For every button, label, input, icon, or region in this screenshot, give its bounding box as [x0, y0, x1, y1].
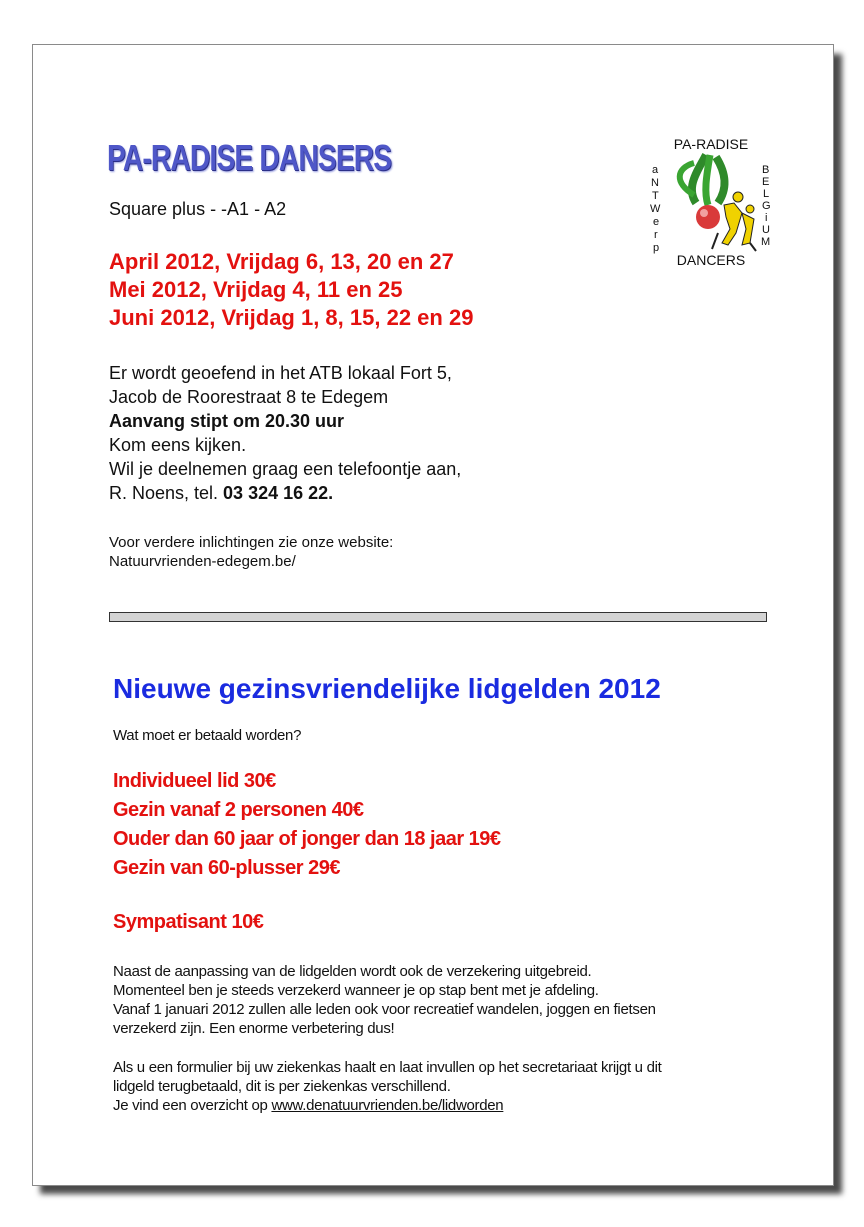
info-location: Er wordt geoefend in het ATB lokaal Fort 5,: [109, 363, 452, 383]
info-phone-prefix: R. Noens, tel.: [109, 483, 224, 503]
info-phone-line: [109, 481, 461, 505]
info-start-time: Aanvang stipt om 20.30 uur: [109, 411, 345, 431]
practice-info: [109, 361, 461, 505]
fee-sympathizer: Sympatisant 10€: [113, 911, 264, 933]
subtitle: Square plus - -A1 - A2: [109, 199, 287, 219]
fee-item: Individueel lid 30€: [113, 770, 276, 792]
paragraph-line: Als u een formulier bij uw ziekenkas haalt en laat invullen op het secretariaat krijgt u dit: [113, 1059, 662, 1076]
paragraph-line: Naast de aanpassing van de lidgelden wordt ook de verzekering uitgebreid.: [113, 963, 592, 980]
date-line-juni: Juni 2012, Vrijdag 1, 8, 15, 22 en 29: [109, 305, 474, 330]
paragraph-line: lidgeld terugbetaald, dit is per ziekenkas verschillend.: [113, 1078, 451, 1095]
emblem-bottom-text: DANCERS: [676, 252, 746, 268]
paragraph-line: [113, 1096, 793, 1115]
schedule-dates: [109, 248, 473, 332]
website-intro: Voor verdere inlichtingen zie onze website:: [109, 534, 394, 551]
fees-question: Wat moet er betaald worden?: [113, 727, 302, 744]
emblem-graphic: [646, 133, 776, 273]
website-info: [109, 533, 393, 571]
paragraph-line: Momenteel ben je steeds verzekerd wanneer je op stap bent met je afdeling.: [113, 982, 599, 999]
emblem-top-text: PA-RADISE: [673, 136, 749, 152]
paragraph-line: Vanaf 1 januari 2012 zullen alle leden ook voor recreatief wandelen, joggen en fietsen: [113, 1001, 656, 1018]
date-line-mei: Mei 2012, Vrijdag 4, 11 en 25: [109, 277, 403, 302]
fee-item: Ouder dan 60 jaar of jonger dan 18 jaar 19€: [113, 828, 501, 850]
fees-list: [113, 767, 501, 883]
document-page: [32, 44, 834, 1186]
link-prefix: Je vind een overzicht op: [113, 1097, 272, 1114]
fee-item: Gezin van 60-plusser 29€: [113, 857, 341, 879]
date-line-april: April 2012, Vrijdag 6, 13, 20 en 27: [109, 249, 454, 274]
section-divider: [109, 612, 767, 622]
refund-paragraph: [113, 1058, 793, 1115]
info-contact: Wil je deelnemen graag een telefoontje aan,: [109, 459, 462, 479]
fee-item: Gezin vanaf 2 personen 40€: [113, 799, 364, 821]
radish-illustration: [680, 155, 725, 229]
info-address: Jacob de Roorestraat 8 te Edegem: [109, 387, 389, 407]
emblem-left-letters: a N T W e r p: [650, 164, 661, 254]
club-logo-title: PA-RADISE DANSERS: [107, 137, 392, 178]
insurance-paragraph: [113, 962, 793, 1038]
paragraph-line: verzekerd zijn. Een enorme verbetering dus!: [113, 1020, 395, 1037]
fees-heading: Nieuwe gezinsvriendelijke lidgelden 2012: [113, 673, 661, 704]
emblem-right-letters: B E L G i U M: [761, 164, 771, 248]
website-url: Natuurvrienden-edegem.be/: [109, 553, 296, 570]
lidworden-link[interactable]: www.denatuurvrienden.be/lidworden: [271, 1097, 504, 1114]
info-invite: Kom eens kijken.: [109, 435, 247, 455]
club-emblem: [646, 133, 776, 273]
info-phone-number: 03 324 16 22.: [223, 483, 334, 503]
